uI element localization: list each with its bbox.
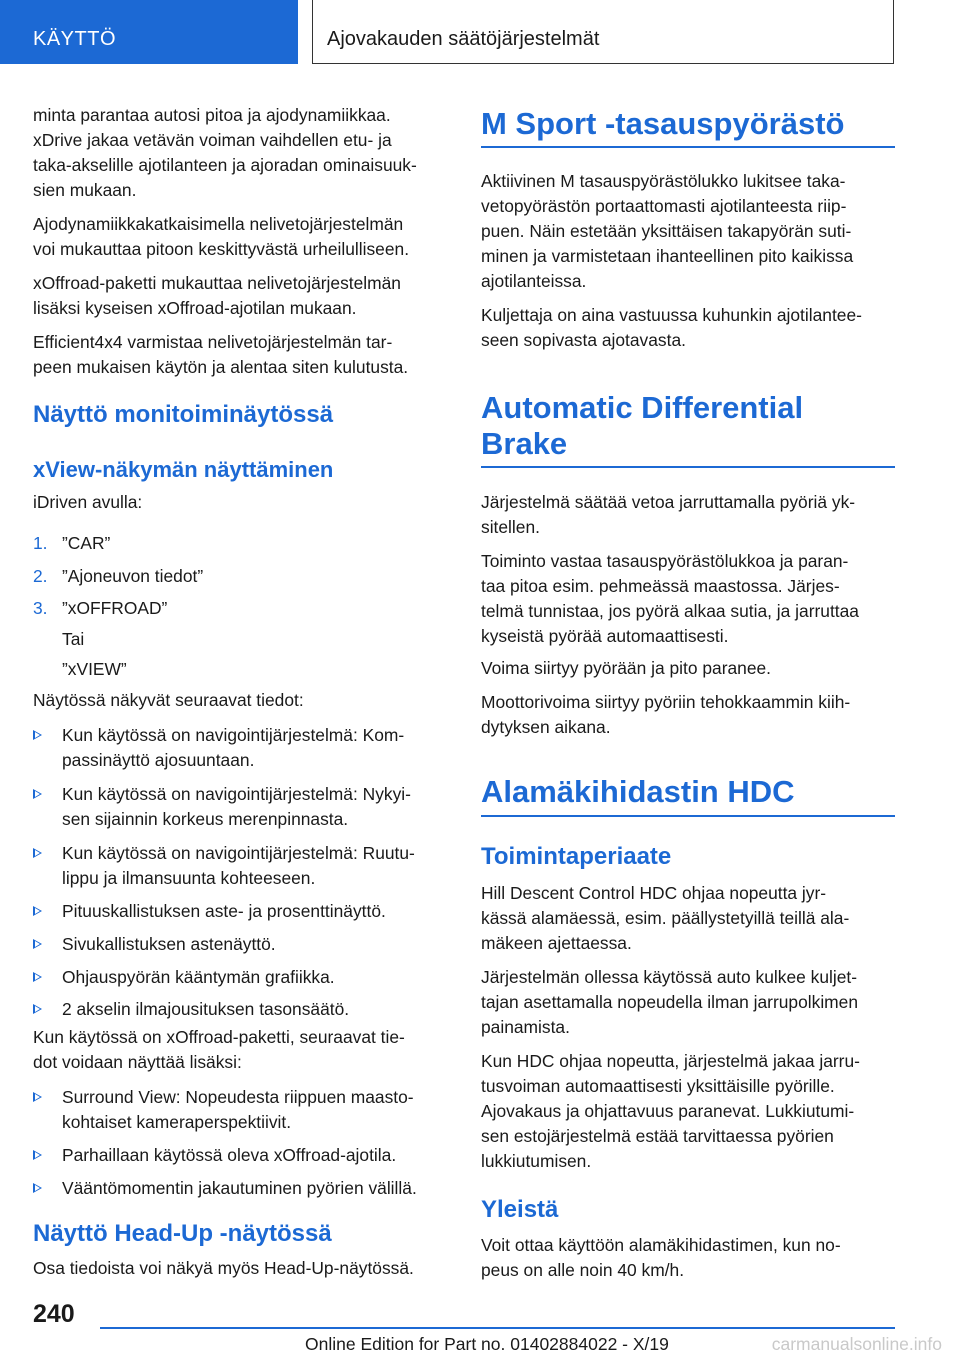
bullet-triangle-icon — [33, 939, 42, 949]
adb-line: Voima siirtyy pyörään ja pito paranee. — [481, 658, 772, 678]
hdc-principle-heading: Toimintaperiaate — [481, 843, 672, 870]
section-tab-label: KÄYTTÖ — [33, 28, 117, 50]
chapter-header — [312, 0, 894, 64]
adb-line: kyseistä pyörää automaattisesti. — [481, 626, 729, 646]
bullet-line: Vääntömomentin jakautuminen pyörien välillä. — [62, 1178, 417, 1198]
general-line: Voit ottaa käyttöön alamäkihidastimen, kun no- — [481, 1235, 841, 1255]
hdc-line: kässä alamäessä, esim. päällystetyillä teillä ala- — [481, 908, 850, 928]
paragraph-line: xOffroad-paketti mukauttaa nelivetojärjestelmän — [33, 273, 401, 293]
msport-line: minen ja varmistetaan ihanteellinen pito kaikissa — [481, 246, 854, 266]
xoffroad-line: Kun käytössä on xOffroad-paketti, seuraavat tie- — [33, 1027, 405, 1047]
bullet-line: Sivukallistuksen astenäyttö. — [62, 934, 276, 954]
hdc-line: Ajovakaus ja ohjattavuus paranevat. Lukkiutumi- — [481, 1101, 855, 1121]
msport-line: vetopyörästön portaattomasti ajotilanteesta riip- — [481, 196, 847, 216]
intro-line: taka-akselille ajotilanteen ja ajoradan ominaisuuk- — [33, 155, 417, 175]
bullet-triangle-icon — [33, 1092, 42, 1102]
chapter-title: Ajovakauden säätöjärjestelmät — [327, 28, 600, 50]
msport-line: seen sopivasta ajotavasta. — [481, 330, 686, 350]
msport-line: ajotilanteissa. — [481, 271, 587, 291]
adb-line: telmä tunnistaa, jos pyörä alkaa sutia, ja jarruttaa — [481, 601, 859, 621]
intro-line: minta parantaa autosi pitoa ja ajodynamiikkaa. — [33, 105, 391, 125]
bullet-line: Parhaillaan käytössä oleva xOffroad-ajotila. — [62, 1145, 397, 1165]
msport-line: Kuljettaja on aina vastuussa kuhunkin ajotilantee- — [481, 305, 862, 325]
step-number: 3. — [33, 598, 48, 618]
intro-line: xDrive jakaa vetävän voiman vaihdellen etu- ja — [33, 130, 392, 150]
step-text: ”CAR” — [62, 533, 111, 553]
bullet-triangle-icon — [33, 1183, 42, 1193]
bullet-line: Kun käytössä on navigointijärjestelmä: Nykyi- — [62, 784, 411, 804]
hdc-line: sen estojärjestelmä estää tarvittaessa pyörien — [481, 1126, 834, 1146]
idrive-text: iDriven avulla: — [33, 492, 143, 512]
adb-title-line: Brake — [481, 426, 568, 461]
step-number: 2. — [33, 566, 48, 586]
shown-info-text: Näytössä näkyvät seuraavat tiedot: — [33, 690, 304, 710]
bullet-line: 2 akselin ilmajousituksen tasonsäätö. — [62, 999, 350, 1019]
adb-line: dytyksen aikana. — [481, 717, 611, 737]
msport-line: Aktiivinen M tasauspyörästölukko lukitsee taka- — [481, 171, 846, 191]
msport-title: M Sport -tasauspyörästö — [481, 106, 845, 141]
edition-text: Online Edition for Part no. 01402884022 - X/19 — [305, 1334, 669, 1354]
xview-option: ”xVIEW” — [62, 659, 127, 679]
section-heading-display: Näyttö monitoiminäytössä — [33, 401, 334, 428]
bullet-line: lippu ja ilmansuunta kohteeseen. — [62, 868, 316, 888]
hdc-title: Alamäkihidastin HDC — [481, 774, 795, 809]
or-text: Tai — [62, 629, 85, 649]
paragraph-line: peen mukaisen käytön ja alentaa siten kulutusta. — [33, 357, 409, 377]
heading-rule — [481, 146, 895, 148]
step-text: ”Ajoneuvon tiedot” — [62, 566, 204, 586]
intro-line: sien mukaan. — [33, 180, 137, 200]
bullet-line: Ohjauspyörän kääntymän grafiikka. — [62, 967, 335, 987]
adb-line: taa pitoa esim. pehmeässä maastossa. Järjes- — [481, 576, 840, 596]
adb-line: Järjestelmä säätää vetoa jarruttamalla pyöriä yk- — [481, 492, 856, 512]
xoffroad-line: dot voidaan näyttää lisäksi: — [33, 1052, 242, 1072]
section-tab — [0, 0, 298, 64]
bullet-triangle-icon — [33, 1004, 42, 1014]
bullet-line: Kun käytössä on navigointijärjestelmä: Ruutu- — [62, 843, 415, 863]
paragraph-line: Ajodynamiikkakatkaisimella nelivetojärjestelmän — [33, 214, 404, 234]
step-text: ”xOFFROAD” — [62, 598, 168, 618]
adb-line: sitellen. — [481, 517, 540, 537]
bullet-triangle-icon — [33, 972, 42, 982]
paragraph-line: voi mukauttaa pitoon keskittyvästä urheilulliseen. — [33, 239, 410, 259]
msport-line: puen. Näin estetään yksittäisen takapyörän suti- — [481, 221, 852, 241]
bullet-line: Kun käytössä on navigointijärjestelmä: Kom- — [62, 725, 405, 745]
bullet-line: passinäyttö ajosuuntaan. — [62, 750, 255, 770]
paragraph-line: Efficient4x4 varmistaa nelivetojärjestelmän tar- — [33, 332, 393, 352]
heading-rule — [481, 815, 895, 817]
step-number: 1. — [33, 533, 48, 553]
bullet-line: Pituuskallistuksen aste- ja prosenttinäyttö. — [62, 901, 386, 921]
general-heading: Yleistä — [481, 1196, 559, 1223]
adb-title-line: Automatic Differential — [481, 390, 804, 425]
bullet-line: kohtaiset kameraperspektiivit. — [62, 1112, 292, 1132]
hdc-line: Järjestelmän ollessa käytössä auto kulkee kuljet- — [481, 967, 858, 987]
bullet-line: sen sijainnin korkeus merenpinnasta. — [62, 809, 349, 829]
page-number: 240 — [33, 1300, 75, 1328]
subheading-xview: xView-näkymän näyttäminen — [33, 457, 334, 482]
hdc-line: tajan asettamalla nopeudella ilman jarrupolkimen — [481, 992, 859, 1012]
hdc-line: mäkeen ajettaessa. — [481, 933, 632, 953]
section-heading-hud: Näyttö Head-Up -näytössä — [33, 1220, 332, 1247]
adb-line: Moottorivoima siirtyy pyöriin tehokkaammin kiih- — [481, 692, 851, 712]
general-line: peus on alle noin 40 km/h. — [481, 1260, 685, 1280]
bullet-line: Surround View: Nopeudesta riippuen maasto- — [62, 1087, 414, 1107]
paragraph-line: lisäksi kyseisen xOffroad-ajotilan mukaan. — [33, 298, 357, 318]
hud-text: Osa tiedoista voi näkyä myös Head-Up-näytössä. — [33, 1258, 414, 1278]
bullet-triangle-icon — [33, 730, 42, 740]
footer-rule — [100, 1327, 895, 1329]
adb-line: Toiminto vastaa tasauspyörästölukkoa ja paran- — [481, 551, 849, 571]
hdc-line: lukkiutumisen. — [481, 1151, 592, 1171]
heading-rule — [481, 466, 895, 468]
hdc-line: Hill Descent Control HDC ohjaa nopeutta jyr- — [481, 883, 827, 903]
hdc-line: tusvoiman automaattisesti yksittäisille pyörille. — [481, 1076, 835, 1096]
bullet-triangle-icon — [33, 848, 42, 858]
watermark: carmanualsonline.info — [771, 1334, 942, 1354]
bullet-triangle-icon — [33, 906, 42, 916]
hdc-line: painamista. — [481, 1017, 570, 1037]
bullet-triangle-icon — [33, 789, 42, 799]
bullet-triangle-icon — [33, 1150, 42, 1160]
hdc-line: Kun HDC ohjaa nopeutta, järjestelmä jakaa jarru- — [481, 1051, 860, 1071]
